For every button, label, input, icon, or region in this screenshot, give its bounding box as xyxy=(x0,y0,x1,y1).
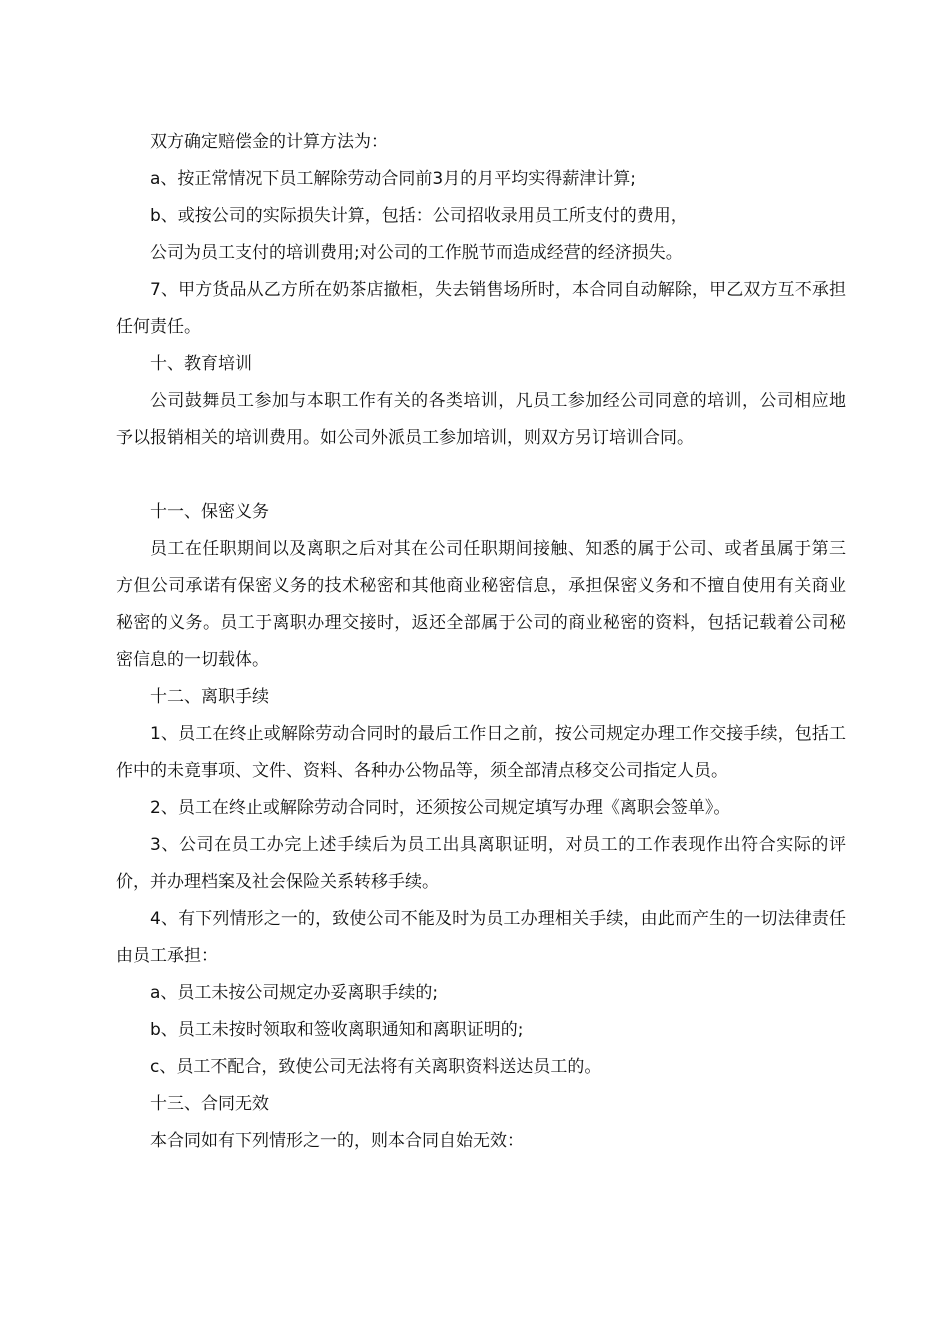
clause-7-paragraph: 7、甲方货品从乙方所在奶茶店撤柜，失去销售场所时，本合同自动解除，甲乙双方互不承担任何责任。 xyxy=(116,280,846,337)
training-paragraph: 公司鼓舞员工参加与本职工作有关的各类培训，凡员工参加经公司同意的培训，公司相应地予以报销相关的培训费用。如公司外派员工参加培训，则双方另订培训合同。 xyxy=(116,391,846,448)
section-heading-resignation: 十二、离职手续 xyxy=(150,687,269,707)
resignation-item-4: 4、有下列情形之一的，致使公司不能及时为员工办理相关手续，由此而产生的一切法律责任由员工承担： xyxy=(116,909,846,966)
resignation-item-1: 1、员工在终止或解除劳动合同时的最后工作日之前，按公司规定办理工作交接手续，包括工作中的未竟事项、文件、资料、各种办公物品等，须全部清点移交公司指定人员。 xyxy=(116,724,846,781)
compensation-item-b-cont: 公司为员工支付的培训费用;对公司的工作脱节而造成经营的经济损失。 xyxy=(150,243,683,263)
resignation-subitem-b: b、员工未按时领取和签收离职通知和离职证明的; xyxy=(150,1020,524,1040)
resignation-item-2: 2、员工在终止或解除劳动合同时，还须按公司规定填写办理《离职会签单》。 xyxy=(150,798,731,818)
resignation-item-3: 3、公司在员工办完上述手续后为员工出具离职证明，对员工的工作表现作出符合实际的评价，并办理档案及社会保险关系转移手续。 xyxy=(116,835,846,892)
compensation-item-a: a、按正常情况下员工解除劳动合同前3月的月平均实得薪津计算; xyxy=(150,169,636,189)
invalid-contract-intro: 本合同如有下列情形之一的，则本合同自始无效： xyxy=(150,1131,524,1151)
section-heading-invalid-contract: 十三、合同无效 xyxy=(150,1094,269,1114)
section-heading-training: 十、教育培训 xyxy=(150,354,252,374)
document-body xyxy=(116,124,846,1160)
compensation-item-b: b、或按公司的实际损失计算，包括：公司招收录用员工所支付的费用， xyxy=(150,206,688,226)
resignation-subitem-c: c、员工不配合，致使公司无法将有关离职资料送达员工的。 xyxy=(150,1057,602,1077)
paragraph-spacer xyxy=(116,457,846,494)
confidentiality-paragraph: 员工在任职期间以及离职之后对其在公司任职期间接触、知悉的属于公司、或者虽属于第三方但公司承诺有保密义务的技术秘密和其他商业秘密信息，承担保密义务和不擅自使用有关商业秘密的义务。员工于离职办理交接时，返还全部属于公司的商业秘密的资料，包括记载着公司秘密信息的一切载体。 xyxy=(116,539,846,670)
resignation-subitem-a: a、员工未按公司规定办妥离职手续的; xyxy=(150,983,439,1003)
compensation-method-intro: 双方确定赔偿金的计算方法为： xyxy=(150,132,388,152)
section-heading-confidentiality: 十一、保密义务 xyxy=(150,502,269,522)
